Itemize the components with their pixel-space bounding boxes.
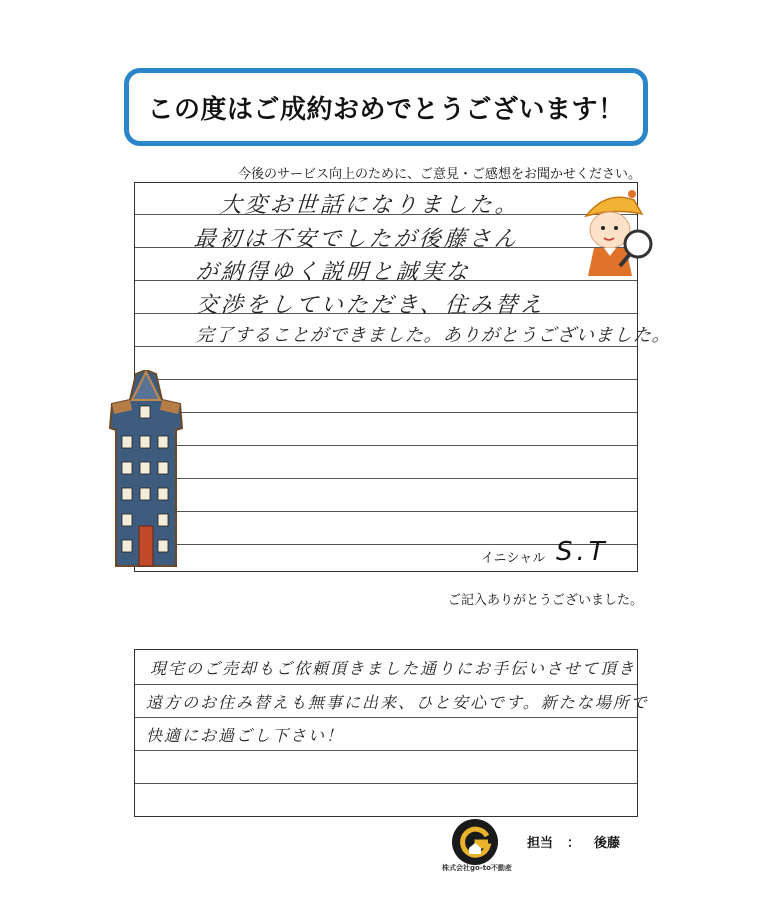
company-name: 株式会社go-to不動産 (442, 864, 512, 872)
ruled-line (135, 684, 637, 685)
company-logo (451, 818, 499, 866)
reply-line-3: 快適にお過ごし下さい！ (146, 726, 345, 745)
initial-value: S.T (556, 537, 609, 567)
ruled-line (135, 717, 637, 718)
handwritten-line-3: が納得ゆく説明と誠実な (194, 260, 472, 285)
page-title: この度はご成約おめでとうございます！ (147, 94, 625, 125)
staff-label: 担当 (527, 836, 554, 851)
reply-line-1: 現宅のご売却もご依頼頂きました通りにお手伝いさせて頂き (150, 659, 637, 678)
house-illustration (106, 370, 186, 572)
detective-illustration (576, 186, 660, 278)
handwritten-line-1: 大変お世話になりました。 (218, 193, 521, 218)
ruled-line (135, 412, 637, 413)
title-banner (124, 68, 648, 146)
staff-name: 後藤 (594, 836, 621, 851)
handwritten-line-2: 最初は不安でしたが後藤さん (192, 227, 520, 252)
ruled-line (135, 511, 637, 512)
reply-line-2: 遠方のお住み替えも無事に出来、ひと安心です。新たな場所で (146, 693, 649, 712)
ruled-line (135, 379, 637, 380)
ruled-line (135, 783, 637, 784)
staff-separator: ： (567, 836, 581, 851)
handwritten-line-4: 交渉をしていただき、住み替え (194, 293, 546, 318)
ruled-line (135, 445, 637, 446)
feedback-prompt: 今後のサービス向上のために、ご意見・ご感想をお聞かせください。 (238, 167, 642, 182)
handwritten-line-5: 完了することができました。ありがとうございました。 (195, 325, 672, 346)
staff-line (527, 832, 620, 851)
thanks-note: ご記入ありがとうございました。 (448, 593, 644, 608)
ruled-line (135, 478, 637, 479)
ruled-line (135, 750, 637, 751)
initial-label: イニシャル (481, 551, 546, 566)
